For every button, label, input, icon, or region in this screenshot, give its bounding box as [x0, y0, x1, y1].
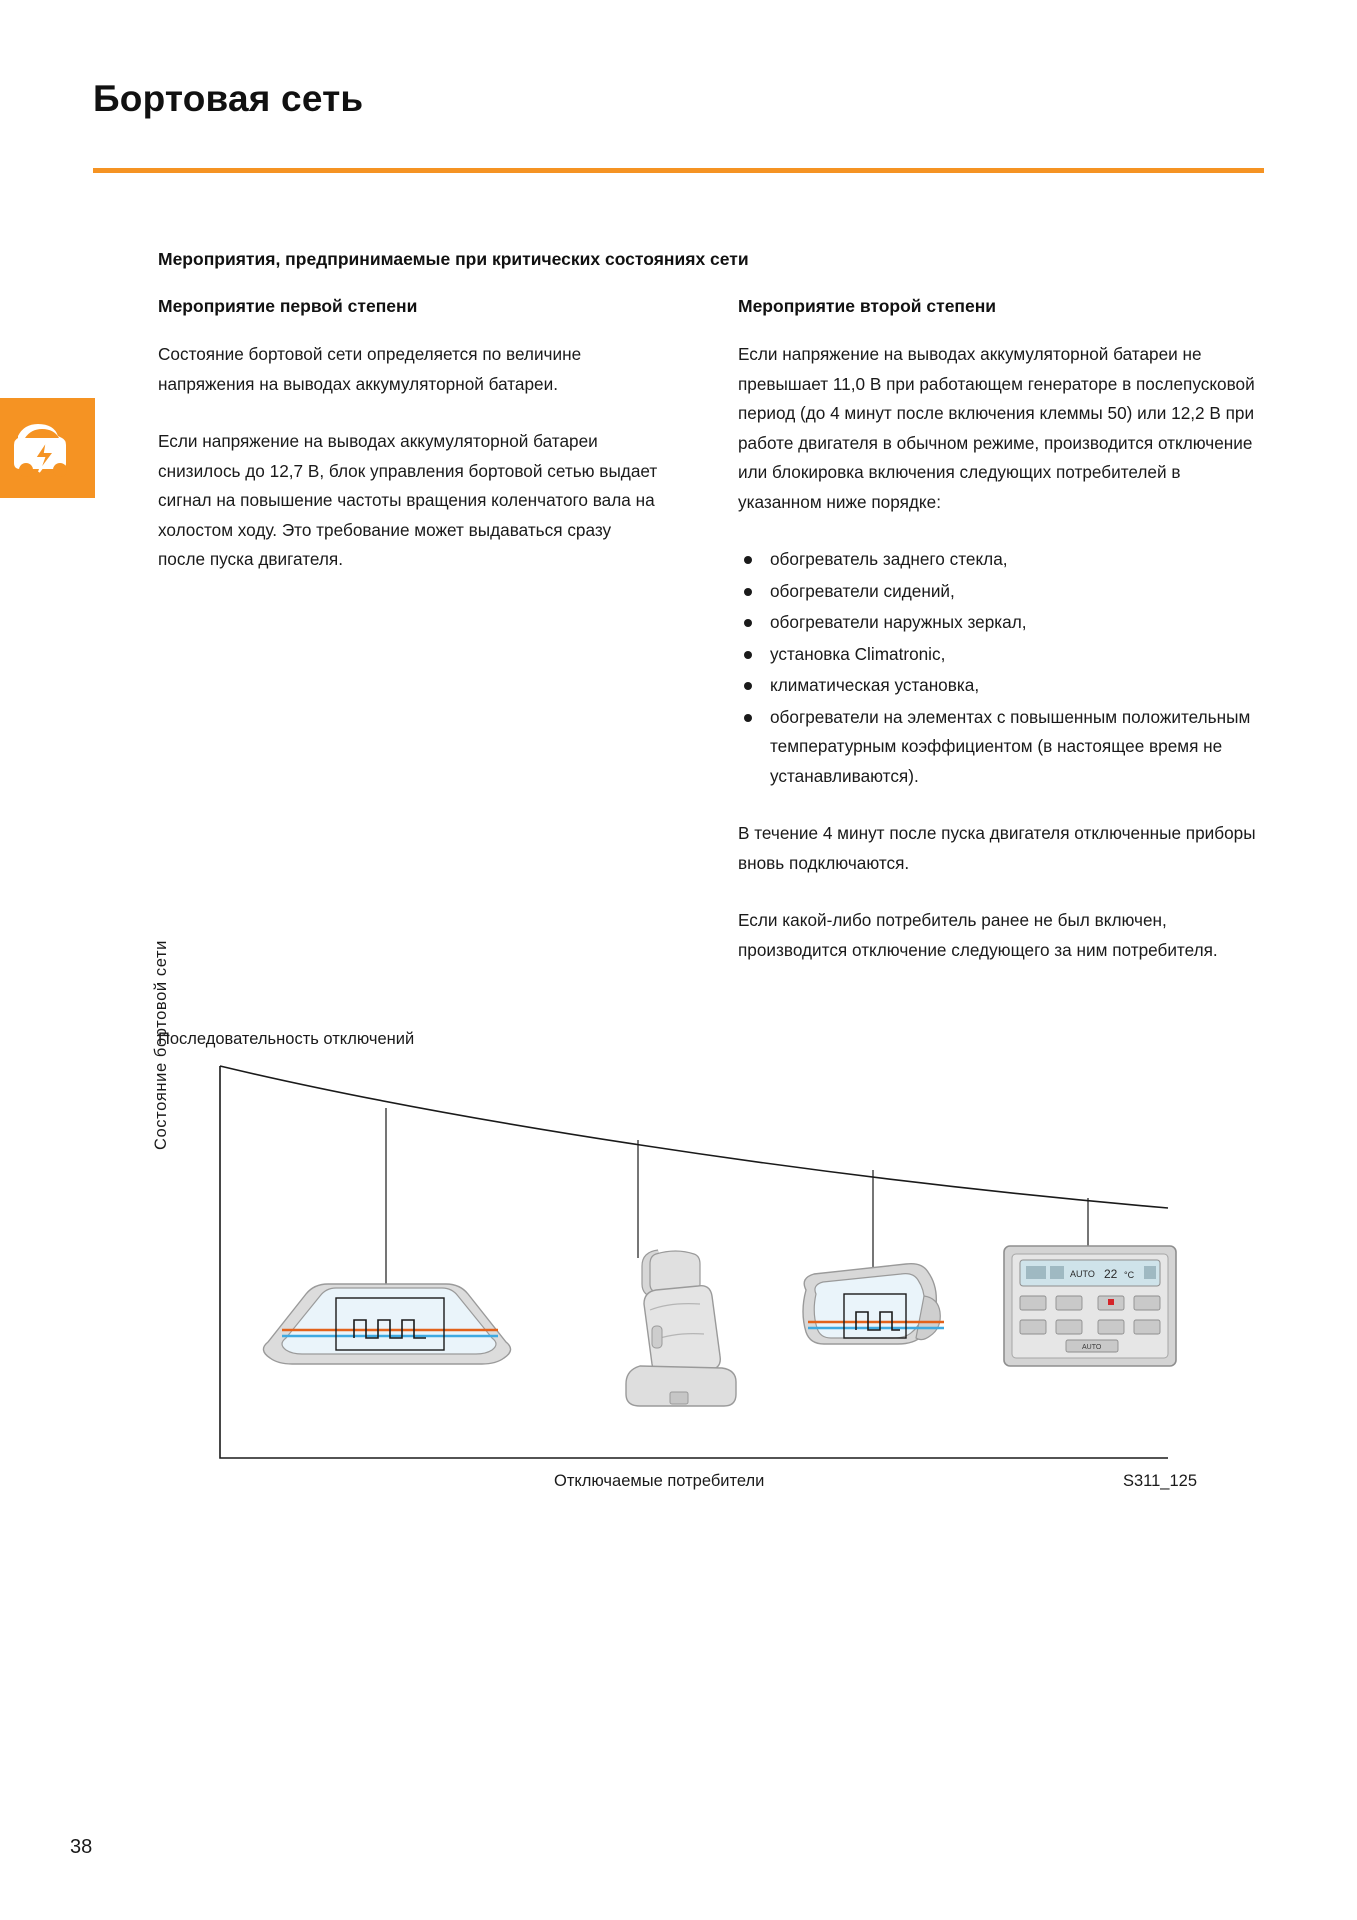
list-item: установка Climatronic,: [738, 640, 1268, 670]
section-heading: Мероприятия, предпринимаемые при критических состояниях сети: [158, 249, 749, 269]
rear-window-heater-icon: [263, 1284, 510, 1364]
right-column: [738, 296, 1268, 965]
list-item: обогреватели на элементах с повышенным положительным температурным коэффициентом (в настоящее время не устанавливаются).: [738, 703, 1268, 792]
chapter-marker: [0, 398, 95, 498]
figure-image-code: S311_125: [1123, 1472, 1198, 1490]
list-item: климатическая установка,: [738, 671, 1268, 701]
figure-y-axis-label: Состояние бортовой сети: [152, 940, 170, 1150]
svg-text:22: 22: [1104, 1267, 1118, 1281]
right-paragraph-after-2: Если какой-либо потребитель ранее не был включен, производится отключение следующего за ним потребителя.: [738, 910, 1218, 960]
list-item: обогреватели наружных зеркал,: [738, 608, 1268, 638]
left-paragraph-1: Состояние бортовой сети определяется по величине напряжения на выводах аккумуляторной батареи.: [158, 344, 582, 394]
left-column: [158, 296, 658, 575]
left-paragraph-2: Если напряжение на выводах аккумуляторной батареи снизилось до 12,7 В, блок управления бортовой сетью выдает сигнал на повышение частоты вращения коленчатого вала на холостом ходу. Это требование может выдаваться сразу после пуска двигателя.: [158, 431, 658, 569]
left-column-heading: Мероприятие первой степени: [158, 296, 418, 316]
seat-heater-icon: [626, 1250, 736, 1406]
list-item: обогреватели сидений,: [738, 577, 1268, 607]
figure-graphic: [158, 1058, 1268, 1473]
svg-text:°C: °C: [1124, 1270, 1135, 1280]
battery-bolt-icon: [0, 398, 95, 498]
climatronic-panel-icon: [1004, 1246, 1176, 1366]
figure-caption-top: Последовательность отключений: [158, 1030, 415, 1048]
title-divider: [93, 168, 1264, 173]
right-intro-paragraph: Если напряжение на выводах аккумуляторной батареи не превышает 11,0 В при работающем генераторе в послепусковой период (до 4 минут после включения клеммы 50) или 12,2 В при работе двигателя в обычном режиме, производится отключение или блокировка включения следующих потребителей в указанном ниже порядке:: [738, 344, 1255, 512]
page-number: 38: [70, 1836, 93, 1858]
page-title: Бортовая сеть: [93, 78, 364, 119]
list-item: обогреватель заднего стекла,: [738, 545, 1268, 575]
figure-x-axis-label: Отключаемые потребители: [554, 1472, 765, 1490]
right-column-heading: Мероприятие второй степени: [738, 296, 997, 316]
svg-text:AUTO: AUTO: [1070, 1269, 1095, 1279]
mirror-heater-icon: [803, 1264, 944, 1344]
svg-text:AUTO: AUTO: [1082, 1344, 1102, 1351]
figure-shutdown-sequence: [152, 940, 1268, 1505]
consumer-list: [738, 545, 1268, 791]
right-paragraph-after-1: В течение 4 минут после пуска двигателя отключенные приборы вновь подключаются.: [738, 823, 1256, 873]
